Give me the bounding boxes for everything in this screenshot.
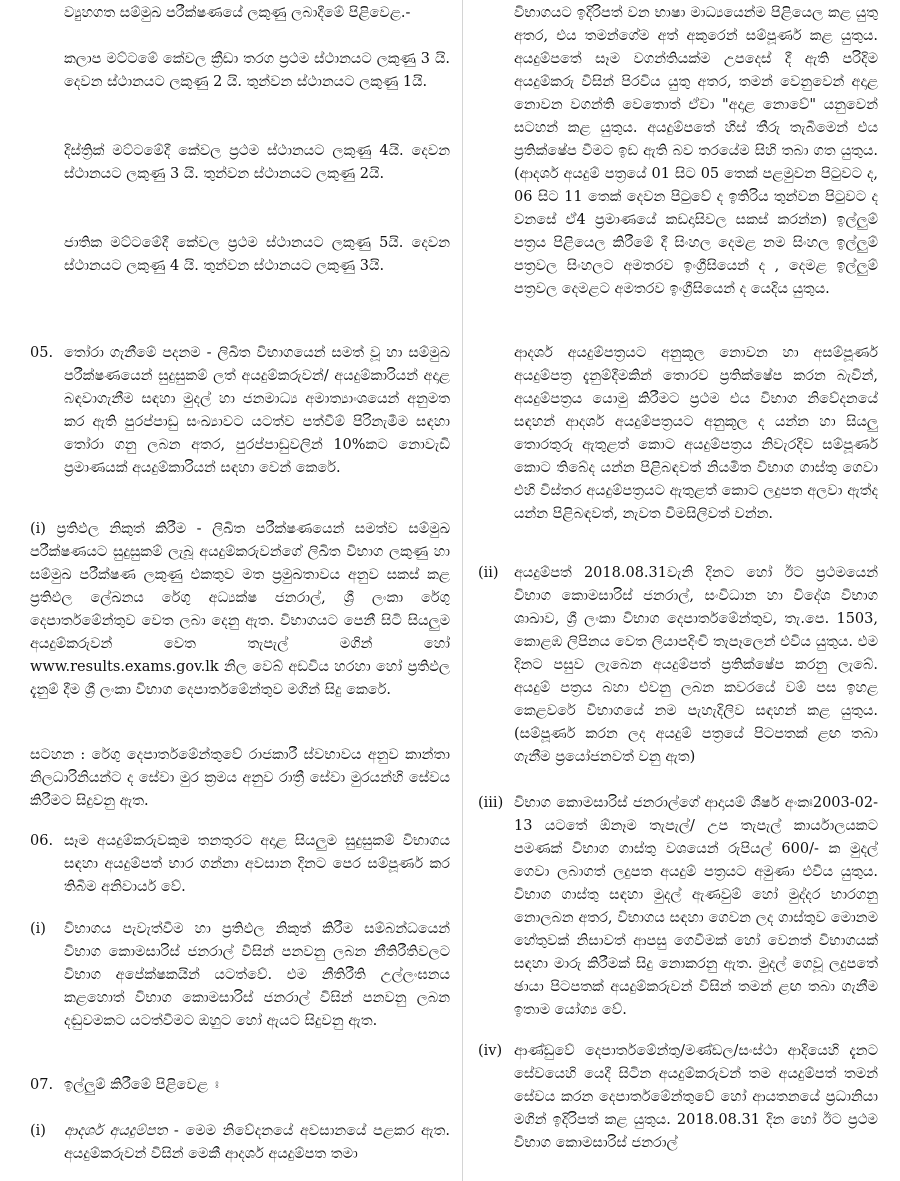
application-check-notice: ආදර්ශ අයදුම්පත්‍රයට අනුකූල නොවන හා අසම්පූර්ණ අයදුම්පත්‍ර දැනුම්දීමකින් තොරව ප්‍රතික්ෂේප කරන බැවින්, අයදුම්පත්‍රය යොමු කිරීමට ප්‍රථම එය විභාග නිවේදනයේ සඳහන් ආදර්ශ අයදුම්පත්‍රයට අනුකූල ද යන්න හා සියලු තොරතුරු ඇතුළත් කොට අයදුම්පත්‍රය නිවැරදිව සම්පූර්ණ කොට තිබේද යන්න පිළිබඳවත් නියමිත විභාග ගාස්තු ගෙවා එහි විස්තර අයදුම්පත්‍රයට ඇතුළත් කොට ලදුපත අලවා ඇත්ද යන්න පිළිබඳවත්, නැවත විමසිලිවත් වන්න. xyxy=(514,345,878,522)
section-07-number: 07. xyxy=(30,1077,54,1093)
section-ii-number: (ii) xyxy=(478,565,499,581)
section-05-text: තෝරා ගැනීමේ පදනම - ලිඛිත විභාගයෙන් සමත් වූ හා සම්මුඛ පරීක්ෂණයෙන් සුදුසුකම් ලත් අයදුම්කරුවන්/ අයදුම්කාරියන් අදාළ බඳවාගැනීම සඳහා මුදල් හා ජනමාධ්‍ය අමාත්‍යාංශයෙන් අනුමත කර ඇති පුරප්පාඩු සංඛ්‍යාවට යටත්ව පත්වීම් පිරිනැමීම සඳහා තෝරා ගනු ලබන අතර, පුරප්පාඩුවලින් 10%කට නොවැඩි ප්‍රමාණයක් අයදුම්කාරියන් සඳහා වෙන් කෙරේ. xyxy=(64,345,450,476)
section-iv-text: ආණ්ඩුවේ දෙපාර්තමේන්තු/මණ්ඩල/සංස්ථා ආදියෙහි දැනට සේවයෙහි යෙදී සිටින අයදුම්කරුවන් තම අයදුම්පත් තමන් සේවය කරන දෙපාර්තමේන්තුවේ හෝ ආයතනයේ ප්‍රධානියා මගින් ඉදිරිපත් කළ යුතුය. 2018.08.31 දින හෝ ඊට ප්‍රථම විභාග කොමසාරිස් ජනරාල් xyxy=(514,1043,878,1151)
section-06-i-number: (i) xyxy=(30,921,46,937)
section-07-i-text xyxy=(64,1120,450,1166)
section-iv-number: (iv) xyxy=(478,1043,503,1059)
application-instructions: විභාගයට ඉදිරිපත් වන භාෂා මාධ්‍යයෙන්ම පිළියෙල කළ යුතු අතර, එය තමන්ගේම අත් අකුරෙන් සම්පූර්ණ කළ යුතුය. අයදුම්පතේ සෑම වගන්තියක්ම උපදෙස් දී ඇති පරිදිම අයදුම්කරු විසින් පිරවිය යුතු අතර, තමන් වෙනුවෙන් අදාළ නොවන වගන්ති වෙතොත් ඒවා "අදාළ නොවේ" යනුවෙන් සටහන් කළ යුතුය. අයදුම්පතේ හිස් තීරු තැබීමෙන් එය ප්‍රතික්ෂේප වීමට ඉඩ ඇති බව තරයේම සිහි තබා ගත යුතුය. (ආදර්ශ අයදුම් පත්‍රයේ 01 සිට 05 තෙක් පළමුවන පිටුවට ද, 06 සිට 11 තෙක් දෙවන පිටුවේ ද ඉතිරිය තුන්වන පිටුවට ද වනසේ ඒ4 ප්‍රමාණයේ කඩදාසිවල සකස් කරන්න) ඉල්ලුම් පත්‍රය පිළියෙල කිරීමේ දී සිංහල දෙමළ නම සිංහල ඉල්ලුම් පත්‍රවල සිංහලට අමතරව ඉංග්‍රීසියෙන් ද , දෙමළ ඉල්ලුම් පත්‍රවල දෙමළට අමතරව ඉංග්‍රීසියෙන් ද යෙදිය යුතුය. xyxy=(514,5,878,297)
section-ii-text: අයදුම්පත් 2018.08.31වැනි දිනට හෝ ඊට ප්‍රථමයෙන් විභාග කොමසාරිස් ජනරාල්, සංවිධාන හා විදේශ විභාග ශාඛාව, ශ්‍රී ලංකා විභාග දෙපාර්තමේන්තුව, තැ.පෙ. 1503, කොළඹ ලිපිනය වෙත ලියාපදිංචි තැපෑලෙන් එවිය යුතුය. එම දිනට පසුව ලැබෙන අයදුම්පත් ප්‍රතික්ෂේප කරනු ලැබේ. අයදුම් පත්‍රය බහා එවනු ලබන කවරයේ වම් පස ඉහළ කෙළවරේ විභාගයේ නම පැහැදිලිව සඳහන් කළ යුතුය.(සම්පූර්ණ කරන ලද අයදුම් පත්‍රයේ පිටපතක් ළඟ තබා ගැනීම ප්‍රයෝජනවත් වනු ඇත) xyxy=(514,565,878,765)
section-06-number: 06. xyxy=(30,833,54,849)
model-application-label: ආදර්ශ අයදුම්පත xyxy=(64,1123,168,1139)
section-06-text: සෑම අයදුම්කරුවකුම තනතුරට අදාළ සියලුම සුදුසුකම් විභාගය සඳහා අයදුම්පත් භාර ගන්නා අවසාන දිනට පෙර සම්පූර්ණ කර තිබීම අනිවාර්ය වේ. xyxy=(64,833,450,895)
section-07-i-number: (i) xyxy=(30,1123,46,1139)
column-divider xyxy=(462,0,463,1181)
section-iii-number: (iii) xyxy=(478,795,504,811)
section-07-heading: ඉල්ලුම් කිරීමේ පිළිවෙළ ඃ xyxy=(64,1077,219,1093)
zonal-marks: කලාප මට්ටමේ කේවල ක්‍රීඩා තරග ප්‍රථම ස්ථානයට ලකුණු 3 යි. දෙවන ස්ථානයට ලකුණු 2 යි. තුන්වන ස්ථානයට ලකුණු 1යි. xyxy=(64,51,450,90)
section-iii-text: විභාග කොමසාරිස් ජනරාල්ගේ ආදායම් ශීර්ෂ අංකඃ2003-02-13 යටතේ ඕනෑම තැපැල්/ උප තැපැල් කාර්යාලයකට පමණක් විභාග ගාස්තු වශයෙන් රුපියල් 600/- ක මුදල් ගෙවා ලබාගත් ලදුපත අයදුම් පත්‍රයට අමුණා එවිය යුතුය. විභාග ගාස්තු සඳහා මුදල් ඇණවුම් හෝ මුද්දර භාරගනු නොලබන අතර, විභාගය සඳහා ගෙවන ලද ගාස්තුව මොනම හේතුවක් නිසාවත් ආපසු ගෙවීමක් හෝ වෙනත් විභාගයක් සඳහා මාරු කිරීමක් සිදු නොකරනු ඇත. මුදල් ගෙවූ ලදුපතේ ඡායා පිටපතක් අයදුම්කරුවන් විසින් තමන් ළඟ තබා ගැනීම ඉතාම යෝග්‍ය වේ. xyxy=(514,795,878,1018)
section-05-number: 05. xyxy=(30,345,54,361)
district-marks: දිස්ත්‍රික් මට්ටමේදී කේවල ප්‍රථම ස්ථානයට ලකුණු 4යි. දෙවන ස්ථානයට ලකුණු 3 යි. තුන්වන ස්ථානයට ලකුණු 2යි. xyxy=(64,143,450,182)
national-marks: ජාතික මට්ටමේදී කේවල ප්‍රථම ස්ථානයට ලකුණු 5යි. දෙවන ස්ථානයට ලකුණු 4 යි. තුන්වන ස්ථානයට ලකුණු 3යි. xyxy=(64,235,450,274)
model-application-text: - මෙම නිවේදනයේ අවසානයේ පළකර ඇත. අයදුම්කරුවන් විසින් මෙකී ආදර්ශ අයදුම්පත තමා xyxy=(64,1123,451,1162)
section-06-i-text: විභාගය පැවැත්වීම හා ප්‍රතිඵල නිකුත් කිරීම සම්බන්ධයෙන් විභාග කොමසාරිස් ජනරාල් විසින් පනවනු ලබන නීතිරීතිවලට විභාග අපේක්ෂකයින් යටත්වේ. එම නීතිරීති උල්ලංඝනය කළහොත් විභාග කොමසාරිස් ජනරාල් විසින් පනවනු ලබන දඬුවමකට යටත්වීමට ඔහුට හෝ ඇයට සිදුවනු ඇත. xyxy=(64,921,450,1029)
section-05-i-text: (i) ප්‍රතිඵල නිකුත් කිරීම - ලිඛිත පරීක්ෂණයෙන් සමත්ව සම්මුඛ පරීක්ෂණයට සුදුසුකම් ලැබූ අයදුම්කරුවන්ගේ ලිඛිත විභාග ලකුණු හා සම්මුඛ පරීක්ෂණ ලකුණු එකතුව මත ප්‍රමුඛතාවය අනුව සකස් කළ ප්‍රතිඵල ලේඛනය රේගු අධ්‍යක්ෂ ජනරාල්, ශ්‍රී ලංකා රේගු දෙපාර්තමේන්තුව වෙත ලබා දෙනු ඇත. විභාගයට පෙනී සිටි සියලුම අයදුම්කරුවන් වෙත තැපැල් මගින් හෝ www.results.exams.gov.lk නිල වෙබ් අඩවිය හරහා හෝ ප්‍රතිඵල දැනුම් දීම ශ්‍රී ලංකා විභාග දෙපාර්තමේන්තුව මගින් සිදු කෙරේ. xyxy=(30,521,450,698)
note-text: සටහන : රේගු දෙපාර්තමේන්තුවේ රාජකාරී ස්වභාවය අනුව කාන්තා නිලධාරිනියන්ට ද සේවා මුර ක්‍රමය අනුව රාත්‍රී සේවා මුරයන්හි සේවය කිරීමට සිදුවනු ඇත. xyxy=(30,747,450,809)
intro-line: ව්‍යුහගත සම්මුඛ පරීක්ෂණයේ ලකුණු ලබාදීමේ පිළිවෙළ.- xyxy=(64,5,411,21)
